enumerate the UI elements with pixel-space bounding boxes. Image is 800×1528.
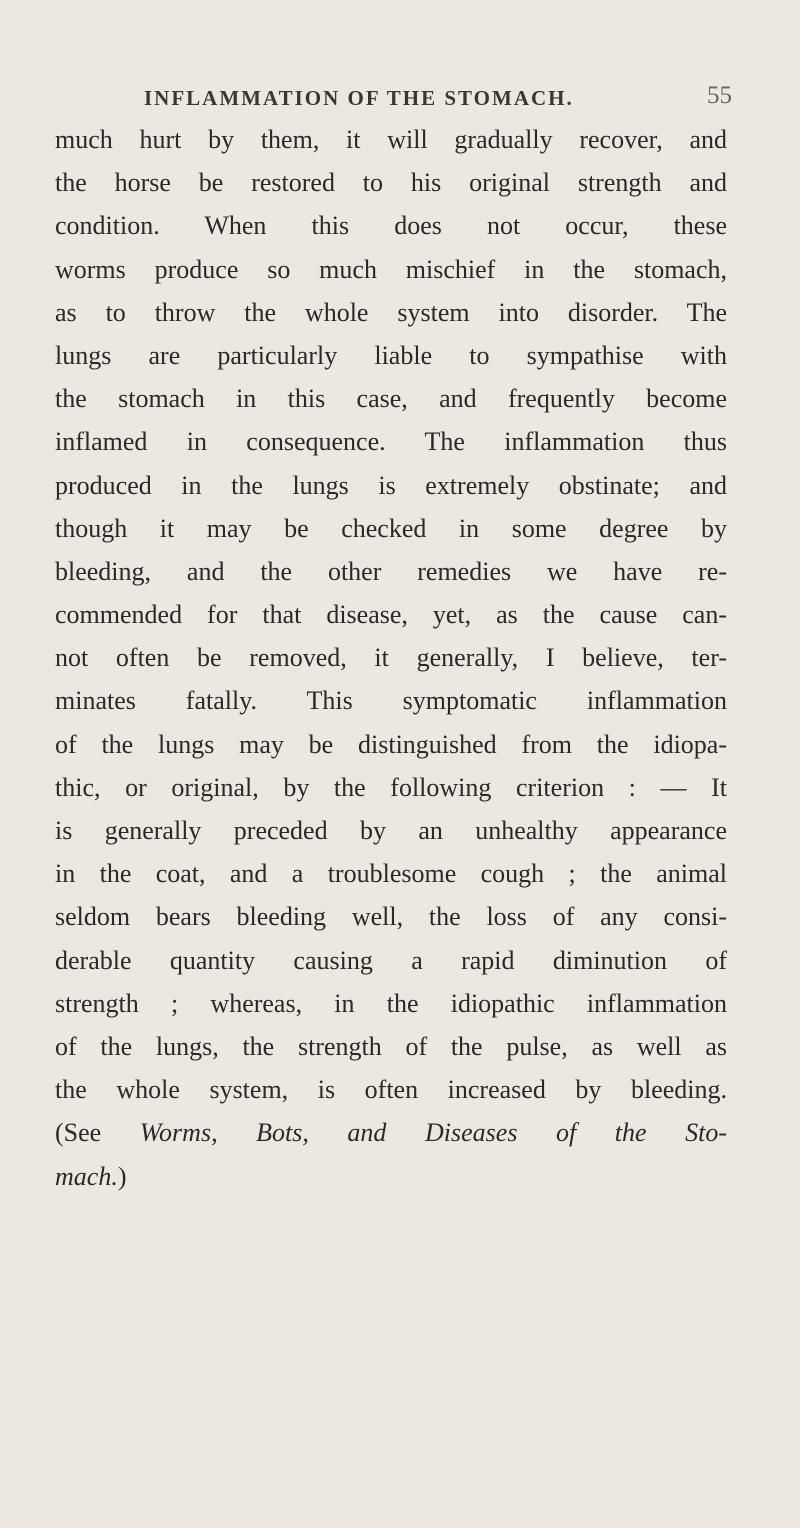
text-line: much hurt by them, it will gradually recover, and [55, 125, 727, 154]
text-line: is generally preceded by an unhealthy appearance [55, 816, 727, 845]
reference-title: Worms, Bots, and Diseases of the Sto- [139, 1118, 728, 1148]
text-line: worms produce so much mischief in the stomach, [55, 254, 727, 284]
page-number: 55 [707, 82, 732, 109]
text-line: thic, or original, by the following criterion : — It [55, 772, 727, 802]
text-line: bleeding, and the other remedies we have re- [55, 556, 727, 586]
text-line: strength ; whereas, in the idiopathic inflammation [55, 988, 727, 1018]
text-line: the stomach in this case, and frequently become [55, 384, 727, 414]
reference-line [55, 1111, 727, 1154]
text-line: of the lungs may be distinguished from the idiopa- [55, 729, 727, 759]
text-line: derable quantity causing a rapid diminution of [55, 945, 727, 975]
text-line: though it may be checked in some degree by [55, 513, 727, 543]
reference-line-end [55, 1155, 727, 1198]
text-line: as to throw the whole system into disorder. The [55, 297, 727, 327]
text-line: condition. When this does not occur, these [55, 211, 727, 241]
reference-prefix: (See [55, 1118, 140, 1148]
reference-title-end: mach. [55, 1161, 118, 1191]
running-title: INFLAMMATION OF THE STOMACH. [144, 86, 574, 110]
text-line: in the coat, and a troublesome cough ; the animal [55, 859, 727, 889]
body-text [55, 118, 727, 1198]
text-line: seldom bears bleeding well, the loss of any consi- [55, 902, 727, 932]
text-line: minates fatally. This symptomatic inflammation [55, 686, 727, 716]
text-line: the whole system, is often increased by bleeding. [55, 1075, 727, 1105]
text-line: not often be removed, it generally, I believe, ter- [55, 643, 727, 673]
text-line: lungs are particularly liable to sympathise with [55, 340, 727, 370]
text-line: the horse be restored to his original strength and [55, 168, 727, 198]
reference-suffix: ) [117, 1161, 127, 1191]
text-line: of the lungs, the strength of the pulse, as well as [55, 1031, 727, 1061]
text-line: inflamed in consequence. The inflammation thus [55, 427, 727, 457]
text-line: commended for that disease, yet, as the cause can- [55, 600, 727, 630]
text-line: produced in the lungs is extremely obstinate; and [55, 470, 727, 500]
